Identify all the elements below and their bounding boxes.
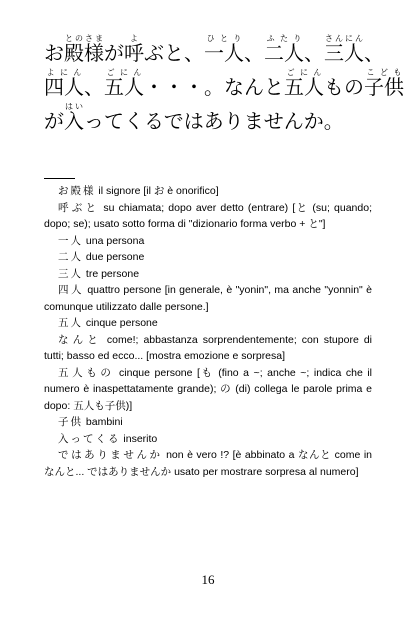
note-term: 入ってくる — [58, 432, 121, 445]
ruby-word — [324, 34, 364, 65]
main-line-1 — [44, 34, 384, 68]
main-line-3 — [44, 102, 384, 136]
note-item — [44, 431, 372, 448]
text-segment: ぶと、 — [144, 41, 204, 65]
note-term: 五人 — [58, 317, 83, 329]
note-text: bambini — [83, 416, 123, 428]
note-text: cinque persone — [83, 317, 158, 329]
text-segment: ってくるではありませんか。 — [84, 109, 344, 133]
note-text: due persone — [83, 251, 145, 263]
text-segment: が — [104, 41, 124, 65]
note-term: 一人 — [58, 234, 83, 247]
ruby-word — [44, 68, 84, 99]
text-segment: ・・・。なんと — [144, 75, 284, 99]
ruby-word — [124, 34, 144, 65]
note-text: il signore [il お è onorifico] — [95, 185, 219, 197]
note-item — [44, 332, 372, 365]
text-segment: 、 — [244, 41, 264, 65]
vocabulary-notes — [44, 183, 372, 480]
note-text: come!; abbastanza sorprendentemente; con stupore di tutti; basso ed ecco... [mostra emozione e sorpresa] — [44, 333, 372, 362]
text-segment: 、 — [84, 75, 104, 99]
note-term: 三人 — [58, 267, 83, 280]
note-item — [44, 183, 372, 200]
text-segment: お — [44, 41, 64, 65]
main-line-2 — [44, 68, 404, 102]
text-segment: 、 — [304, 41, 324, 65]
furigana: よにん — [44, 68, 84, 77]
ruby-base: 四人 — [44, 75, 84, 99]
note-term: 子供 — [58, 416, 83, 428]
ruby-base: 殿様 — [64, 41, 104, 65]
ruby-base: 五人 — [284, 75, 324, 99]
furigana: ごにん — [284, 68, 324, 77]
main-japanese-text — [44, 34, 404, 136]
ruby-base: 二人 — [264, 41, 304, 65]
ruby-word — [104, 68, 144, 99]
ruby-base: 呼 — [124, 41, 144, 65]
note-term: 呼ぶと — [58, 201, 100, 214]
note-text: una persona — [83, 234, 145, 247]
note-item — [44, 315, 372, 332]
footnote-divider — [44, 178, 75, 179]
note-term: 二人 — [58, 251, 83, 263]
note-term: 四人 — [58, 284, 84, 296]
furigana: ごにん — [104, 68, 144, 77]
note-text: tre persone — [83, 267, 140, 280]
note-term: お殿様 — [58, 185, 96, 197]
note-item — [44, 414, 372, 431]
furigana: とのさま — [64, 34, 104, 43]
text-segment: 、 — [364, 41, 384, 65]
note-item — [44, 233, 372, 250]
note-text: su chiamata; dopo aver detto (entrare) [と (su; quando; dopo; se); usato sotto forma di "dizionario forma verbo + と"] — [44, 201, 372, 230]
ruby-base: 三人 — [324, 41, 364, 65]
furigana: ふたり — [264, 34, 304, 43]
ruby-base: 一人 — [204, 41, 244, 65]
note-text: quattro persone [in generale, è "yonin", ma anche "yonnin" è comunque utilizzato dalle persone.] — [44, 284, 372, 313]
note-item — [44, 447, 372, 480]
ruby-base: 五人 — [104, 75, 144, 99]
ruby-word — [284, 68, 324, 99]
text-segment: が — [44, 109, 64, 133]
note-term: ではありませんか — [58, 449, 163, 461]
ruby-base: 入 — [64, 109, 84, 133]
page-number: 16 — [201, 572, 215, 587]
note-item — [44, 282, 372, 315]
ruby-word — [204, 34, 244, 65]
furigana: よ — [124, 34, 144, 43]
note-term: なんと — [58, 333, 102, 346]
furigana: ひとり — [204, 34, 244, 43]
ruby-word — [264, 34, 304, 65]
note-text: inserito — [120, 432, 158, 445]
furigana: はい — [64, 102, 84, 111]
note-term: 五人もの — [58, 366, 115, 379]
note-text: cinque persone [も (fino a ~; anche ~; indica che il numero è inaspettatamente grande); の (di) collega le parole prima e dopo: 五人も子供)] — [44, 366, 372, 412]
note-text: non è vero !? [è abbinato a なんと come in なんと... ではありませんか usato per mostrare sorpresa al numero] — [44, 449, 372, 478]
note-item — [44, 200, 372, 233]
furigana: さんにん — [324, 34, 364, 43]
note-item — [44, 249, 372, 266]
note-item — [44, 266, 372, 283]
ruby-word — [364, 68, 404, 99]
furigana: こども — [364, 68, 404, 77]
ruby-word — [64, 102, 84, 133]
ruby-word — [64, 34, 104, 65]
text-segment: もの — [324, 75, 364, 99]
ruby-base: 子供 — [364, 75, 404, 99]
note-item — [44, 365, 372, 415]
